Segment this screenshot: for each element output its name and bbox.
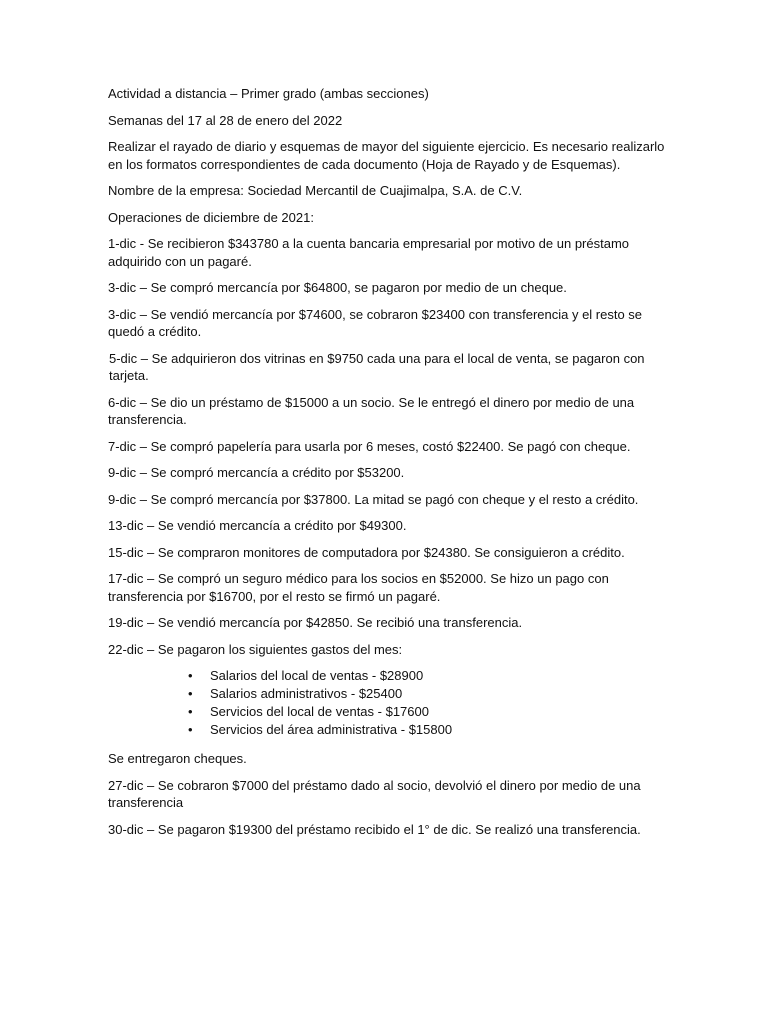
operation-item: 13-dic – Se vendió mercancía a crédito por $49300. (108, 518, 407, 533)
operation-item: 15-dic – Se compraron monitores de computadora por $24380. Se consiguieron a crédito. (108, 544, 625, 560)
operations-heading: Operaciones de diciembre de 2021: (108, 209, 314, 225)
expense-item (188, 703, 668, 721)
bullet-icon: • (188, 722, 193, 737)
operation-item: 3-dic – Se compró mercancía por $64800, se pagaron por medio de un cheque. (108, 280, 567, 295)
operation-item: 1-dic - Se recibieron $343780 a la cuenta bancaria empresarial por motivo de un préstamo adquirido con un pagaré. (108, 236, 630, 269)
bullet-icon: • (188, 704, 193, 719)
expense-label: Salarios del local de ventas - $28900 (210, 668, 424, 683)
operation-item: 9-dic – Se compró mercancía por $37800. La mitad se pagó con cheque y el resto a crédito. (108, 491, 639, 507)
operation-item: 3-dic – Se vendió mercancía por $74600, se cobraron $23400 con transferencia y el resto se quedó a crédito. (108, 306, 643, 339)
checks-note: Se entregaron cheques. (108, 751, 247, 766)
company-name: Nombre de la empresa: Sociedad Mercantil de Cuajimalpa, S.A. de C.V. (108, 183, 523, 198)
operation-item: 5-dic – Se adquirieron dos vitrinas en $9750 cada una para el local de venta, se pagaron con tarjeta. (109, 350, 645, 383)
operation-item: 22-dic – Se pagaron los siguientes gastos del mes: (108, 641, 403, 657)
bullet-icon: • (188, 668, 193, 683)
operation-item: 6-dic – Se dio un préstamo de $15000 a un socio. Se le entregó el dinero por medio de una transferencia. (108, 394, 635, 427)
expense-item (188, 721, 668, 739)
instructions-paragraph: Realizar el rayado de diario y esquemas de mayor del siguiente ejercicio. Es necesario realizarlo en los formatos correspondientes de cada documento (Hoja de Rayado y de Esquemas). (108, 139, 665, 172)
operation-item: 9-dic – Se compró mercancía a crédito por $53200. (108, 465, 405, 480)
document-page (108, 85, 668, 847)
expense-item (188, 685, 668, 703)
operation-item: 30-dic – Se pagaron $19300 del préstamo recibido el 1° de dic. Se realizó una transferencia. (108, 821, 641, 837)
document-title: Actividad a distancia – Primer grado (ambas secciones) (108, 86, 429, 101)
operation-item: 17-dic – Se compró un seguro médico para los socios en $52000. Se hizo un pago con transferencia por $16700, por el resto se firmó un pagaré. (108, 571, 609, 604)
expense-label: Servicios del área administrativa - $15800 (210, 722, 453, 737)
bullet-icon: • (188, 686, 193, 701)
operation-item: 19-dic – Se vendió mercancía por $42850. Se recibió una transferencia. (108, 615, 523, 630)
expenses-list (108, 667, 668, 739)
weeks-line: Semanas del 17 al 28 de enero del 2022 (108, 112, 343, 128)
operation-item: 27-dic – Se cobraron $7000 del préstamo dado al socio, devolvió el dinero por medio de una transferencia (108, 777, 641, 810)
expense-label: Servicios del local de ventas - $17600 (210, 704, 429, 719)
expense-item (188, 667, 668, 685)
expense-label: Salarios administrativos - $25400 (210, 686, 403, 701)
operation-item: 7-dic – Se compró papelería para usarla por 6 meses, costó $22400. Se pagó con cheque. (108, 438, 631, 454)
